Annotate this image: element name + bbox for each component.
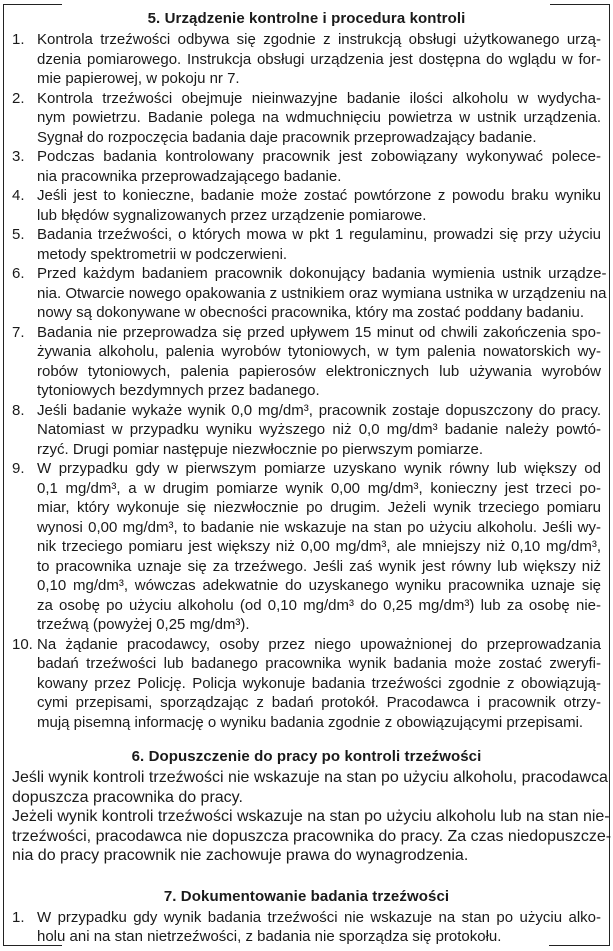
item-text bbox=[37, 264, 606, 323]
text-line: holu ani na stan nietrzeźwości, z badania nie sporządza się protokołu. bbox=[37, 928, 502, 945]
text-line: trzeźwości, pracodawca nie dopuszcza pracownika do pracy. Za czas niedopuszcze- bbox=[12, 827, 612, 845]
text-line: Sygnał do rozpoczęcia badania daje pracownik przeprowadzający badanie. bbox=[37, 128, 537, 146]
text-line: nym powietrzu. Badanie polega na wdmuchnięciu powietrza w ustnik urządzenia. bbox=[37, 109, 601, 126]
list-item bbox=[12, 459, 601, 635]
text-line: Na żądanie pracodawcy, osoby przez niego upoważnionej do przeprowadzania bbox=[37, 635, 601, 653]
section-6 bbox=[12, 746, 612, 866]
text-line: nik trzeciego pomiaru jest większy niż 0,00 mg/dm³, ale mniejszy niż 0,10 mg/dm³, bbox=[37, 538, 601, 555]
paragraph bbox=[12, 768, 608, 807]
frame-top-right-edge bbox=[550, 4, 610, 5]
numbered-list bbox=[12, 908, 601, 947]
text-line: wynosi 0,00 mg/dm³, to badanie nie wskazuje na stan po użyciu alkoholu. Jeśli wy- bbox=[37, 518, 601, 536]
text-line: nia pracownika przeprowadzającego badanie. bbox=[37, 167, 342, 185]
text-line: W przypadku gdy w pierwszym pomiarze uzyskano wynik równy lub większy od bbox=[37, 460, 601, 477]
section-7 bbox=[12, 886, 601, 947]
list-item bbox=[12, 225, 601, 264]
item-number: 6. bbox=[12, 265, 25, 282]
text-line: dzenia pomiarowego. Instrukcja obsługi urządzenia jest dostępna do wglądu w for- bbox=[37, 50, 601, 68]
text-line: żywania alkoholu, palenia wyrobów tytoniowych, w tym palenia nowatorskich wy- bbox=[37, 343, 601, 360]
text-line: trzeźwą (powyżej 0,25 mg/dm³). bbox=[37, 616, 250, 633]
text-line: 0,1 mg/dm³, a w drugim pomiarze wynik 0,00 mg/dm³, konieczny jest trzeci po- bbox=[37, 479, 601, 497]
item-number: 1. bbox=[12, 908, 25, 926]
list-item bbox=[12, 401, 601, 460]
text-line: miar, który wykonuje się niezwłocznie po drugim. Jeżeli wynik trzeciego pomiaru bbox=[37, 499, 601, 516]
text-line: Jeśli wynik kontroli trzeźwości nie wskazuje na stan po użyciu alkoholu, pracodawca bbox=[12, 769, 608, 786]
text-line: Badania nie przeprowadza się przed upływem 15 minut od chwili zakończenia spo- bbox=[37, 323, 601, 341]
item-text bbox=[37, 225, 601, 264]
section-title: 7. Dokumentowanie badania trzeźwości bbox=[163, 887, 450, 905]
item-number: 8. bbox=[12, 401, 25, 419]
item-number: 1. bbox=[12, 31, 25, 48]
item-text bbox=[37, 635, 601, 733]
text-line: badań trzeźwości lub badanego pracownika wynik badania może zostać zweryfi- bbox=[37, 655, 601, 672]
text-line: dopuszcza pracownika do pracy. bbox=[12, 788, 243, 806]
text-line: tytoniowych bezdymnych przez badanego. bbox=[37, 382, 320, 399]
text-line: lub błędów sygnalizowanych przez urządzenie pomiarowe. bbox=[37, 206, 427, 224]
list-item bbox=[12, 908, 601, 947]
text-line: Jeśli badanie wykaże wynik 0,0 mg/dm³, pracownik zostaje dopuszczony do pracy. bbox=[37, 401, 601, 419]
item-text bbox=[37, 30, 601, 89]
item-number: 9. bbox=[12, 460, 25, 477]
text-line: 0,10 mg/dm³, wówczas adekwatnie do uzyskanego wyniku pracownika uznaje się bbox=[37, 577, 601, 594]
list-item bbox=[12, 264, 607, 323]
text-line: cymi przepisami, sporządzając z badań protokół. Pracodawca i pracownik otrzy- bbox=[37, 694, 601, 711]
text-line: mują pisemną informację o wyniku badania zgodnie z obowiązującymi przepisami. bbox=[37, 713, 584, 731]
item-number: 7. bbox=[12, 323, 25, 341]
section-title: 5. Urządzenie kontrolne i procedura kontroli bbox=[147, 10, 466, 27]
item-number: 4. bbox=[12, 187, 25, 204]
text-line: Kontrola trzeźwości odbywa się zgodnie z instrukcją obsługi użytkowanego urzą- bbox=[37, 31, 601, 48]
item-text bbox=[37, 323, 601, 401]
text-line: za osobę po użyciu alkoholu (od 0,10 mg/dm³ do 0,25 mg/dm³) lub za osobę nie- bbox=[37, 596, 601, 614]
text-line: nowy są dokonywane w obecności pracownika, który ma zostać poddany badaniu. bbox=[37, 304, 584, 321]
item-number: 3. bbox=[12, 148, 25, 165]
item-text bbox=[37, 908, 601, 947]
frame-top-left-edge bbox=[3, 4, 62, 5]
paragraph bbox=[12, 807, 612, 866]
section-spacer bbox=[12, 866, 601, 886]
text-line: mie papierowej, w pokoju nr 7. bbox=[37, 70, 240, 87]
text-line: to pracownika uznaje się za trzeźwego. Jeśli zaś wynik jest równy lub większy niż bbox=[37, 557, 601, 575]
text-line: Natomiast w przypadku wyniku wyższego niż 0,0 mg/dm³ badanie należy powtó- bbox=[37, 421, 601, 438]
document-content bbox=[12, 8, 612, 947]
section-spacer bbox=[12, 732, 601, 746]
text-line: metody spektrometrii w podczerwieni. bbox=[37, 245, 288, 263]
text-line: kowany przez Policję. Policja wykonuje badania trzeźwości zgodnie z obowiązują- bbox=[37, 674, 601, 692]
text-line: Jeżeli wynik kontroli trzeźwości wskazuje na stan po użyciu alkoholu lub na stan nie- bbox=[12, 808, 610, 825]
text-line: robów tytoniowych, palenia papierosów elektronicznych lub używania wyrobów bbox=[37, 362, 601, 380]
item-text bbox=[37, 89, 601, 148]
item-text bbox=[37, 459, 601, 635]
text-line: rzyć. Drugi pomiar następuje niezwłocznie po pierwszym pomiarze. bbox=[37, 440, 484, 458]
item-text bbox=[37, 401, 601, 460]
list-item bbox=[12, 186, 601, 225]
text-line: nia do pracy pracownik nie zachowuje prawa do wynagrodzenia. bbox=[12, 847, 469, 864]
item-number: 5. bbox=[12, 226, 25, 243]
text-line: Kontrola trzeźwości obejmuje nieinwazyjne badanie ilości alkoholu w wydycha- bbox=[37, 89, 601, 107]
text-line: nia. Otwarcie nowego opakowania z ustnikiem oraz wymiana ustnika w urządzeniu na bbox=[37, 284, 607, 302]
text-line: Przed każdym badaniem pracownik dokonujący badania wymienia ustnik urządze- bbox=[37, 265, 607, 282]
section-title: 6. Dopuszczenie do pracy po kontroli trzeźwości bbox=[131, 748, 482, 765]
text-line: W przypadku gdy wynik badania trzeźwości nie wskazuje na stan po użyciu alko- bbox=[37, 908, 601, 926]
item-text bbox=[37, 147, 601, 186]
text-line: Badania trzeźwości, o których mowa w pkt 1 regulaminu, prowadzi się przy użyciu bbox=[37, 226, 601, 243]
list-item bbox=[12, 323, 601, 401]
item-text bbox=[37, 186, 601, 225]
text-line: Podczas badania kontrolowany pracownik jest zobowiązany wykonywać polece- bbox=[37, 148, 601, 165]
list-item bbox=[12, 89, 601, 148]
list-item bbox=[12, 30, 601, 89]
numbered-list bbox=[12, 30, 607, 732]
item-number: 2. bbox=[12, 89, 25, 107]
text-line: Jeśli jest to konieczne, badanie może zostać powtórzone z powodu braku wyniku bbox=[37, 187, 601, 204]
item-number: 10. bbox=[12, 635, 33, 653]
list-item bbox=[12, 147, 601, 186]
list-item bbox=[12, 635, 601, 733]
section-5 bbox=[12, 8, 607, 732]
